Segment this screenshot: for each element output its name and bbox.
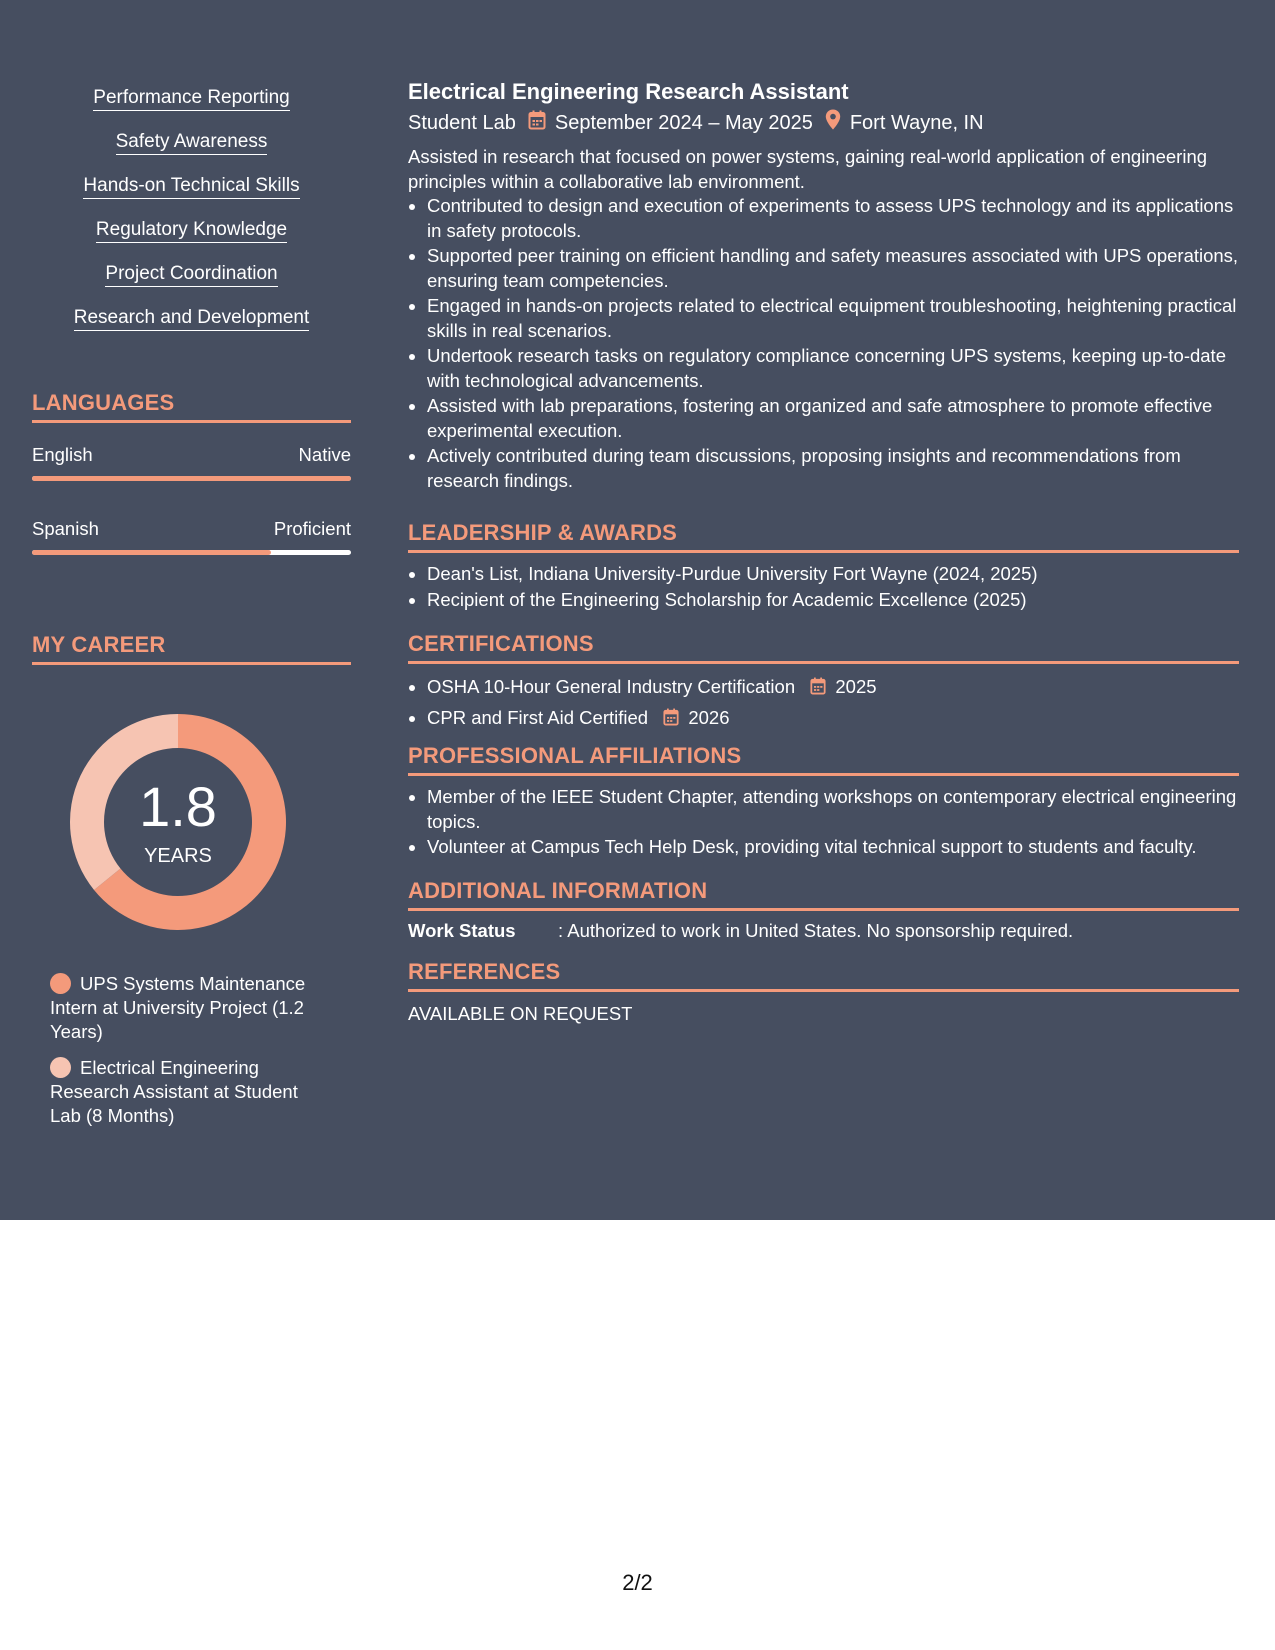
calendar-icon [663, 706, 679, 734]
job-bullet: • Actively contributed during team discussions, proposing insights and recommendations from research findings. [427, 444, 1239, 493]
leadership-list [408, 562, 1239, 612]
work-status-label: Work Status [408, 920, 516, 941]
career-legend [50, 972, 320, 1140]
language-bar [32, 476, 351, 481]
location-pin-icon [825, 109, 841, 137]
career-section [32, 632, 351, 665]
certification-item [427, 704, 1239, 734]
skill-item: Hands-on Technical Skills [83, 174, 299, 199]
references-heading: REFERENCES [408, 959, 1239, 992]
skill-item: Project Coordination [105, 262, 277, 287]
work-status-value: : Authorized to work in United States. No sponsorship required. [558, 920, 1074, 941]
job-dates: September 2024 – May 2025 [554, 112, 813, 134]
leadership-item: • Recipient of the Engineering Scholarship for Academic Excellence (2025) [427, 588, 1239, 613]
affiliations-section [408, 743, 1239, 861]
skills-list [32, 86, 351, 350]
skill-item: Safety Awareness [116, 130, 268, 155]
calendar-icon [528, 110, 546, 137]
language-bar [32, 550, 351, 555]
language-item [32, 443, 351, 481]
affiliation-item: • Volunteer at Campus Tech Help Desk, providing vital technical support to students and faculty. [427, 835, 1239, 860]
job-bullet: • Contributed to design and execution of experiments to assess UPS technology and its applications in safety protocols. [427, 194, 1239, 243]
language-level: Proficient [273, 518, 351, 539]
certification-year: 2025 [835, 676, 877, 697]
career-heading: MY CAREER [32, 632, 351, 665]
languages-heading: LANGUAGES [32, 390, 351, 423]
job-summary: Assisted in research that focused on power systems, gaining real-world application of engineering principles within a collaborative lab environment. [408, 146, 1208, 192]
language-level: Native [298, 444, 351, 465]
language-bar-fill [32, 550, 271, 555]
leadership-item: • Dean's List, Indiana University-Purdue University Fort Wayne (2024, 2025) [427, 562, 1239, 587]
job-meta [408, 109, 1239, 137]
additional-info-section [408, 878, 1239, 944]
job-title: Electrical Engineering Research Assistant [408, 79, 849, 104]
affiliations-heading: PROFESSIONAL AFFILIATIONS [408, 743, 1239, 776]
language-name: English [32, 444, 93, 465]
legend-label: UPS Systems Maintenance Intern at University Project (1.2 Years) [50, 973, 306, 1042]
certifications-heading: CERTIFICATIONS [408, 631, 1239, 664]
leadership-section [408, 520, 1239, 613]
additional-info-heading: ADDITIONAL INFORMATION [408, 878, 1239, 911]
certifications-list [408, 673, 1239, 734]
job-bullet: • Undertook research tasks on regulatory compliance concerning UPS systems, keeping up-to-date with technological advancements. [427, 344, 1239, 393]
job-location: Fort Wayne, IN [849, 112, 984, 134]
skill-item: Performance Reporting [93, 86, 289, 111]
leadership-heading: LEADERSHIP & AWARDS [408, 520, 1239, 553]
job-bullet: • Assisted with lab preparations, fostering an organized and safe atmosphere to promote effective experimental execution. [427, 394, 1239, 443]
job-bullet: • Supported peer training on efficient handling and safety measures associated with UPS operations, ensuring team competencies. [427, 244, 1239, 293]
legend-item [50, 1056, 320, 1128]
calendar-icon [810, 675, 826, 703]
language-name: Spanish [32, 518, 99, 539]
certification-year: 2026 [688, 707, 730, 728]
references-text: AVAILABLE ON REQUEST [408, 1003, 633, 1024]
certification-name: OSHA 10-Hour General Industry Certification [427, 676, 796, 697]
skill-item: Regulatory Knowledge [96, 218, 287, 243]
certification-name: CPR and First Aid Certified [427, 707, 649, 728]
legend-dot [50, 973, 71, 994]
experience-entry [408, 78, 1239, 494]
certification-item [427, 673, 1239, 703]
job-bullets [408, 194, 1239, 493]
languages-section [32, 390, 351, 555]
work-status-row [408, 919, 1239, 944]
career-total-value: 1.8 [139, 775, 217, 838]
affiliation-item: • Member of the IEEE Student Chapter, attending workshops on contemporary electrical engineering topics. [427, 785, 1239, 834]
references-section [408, 959, 1239, 1027]
page-number: 2/2 [622, 1570, 653, 1595]
skill-item: Research and Development [74, 306, 310, 331]
legend-dot [50, 1057, 71, 1078]
job-company: Student Lab [408, 112, 516, 134]
career-donut-chart [65, 709, 291, 935]
legend-item [50, 972, 320, 1044]
job-bullet: • Engaged in hands-on projects related to electrical equipment troubleshooting, heightening practical skills in real scenarios. [427, 294, 1239, 343]
certifications-section [408, 631, 1239, 735]
legend-label: Electrical Engineering Research Assistant at Student Lab (8 Months) [50, 1057, 298, 1126]
language-bar-fill [32, 476, 351, 481]
affiliations-list [408, 785, 1239, 860]
career-total-unit: YEARS [144, 845, 212, 867]
language-item [32, 517, 351, 555]
